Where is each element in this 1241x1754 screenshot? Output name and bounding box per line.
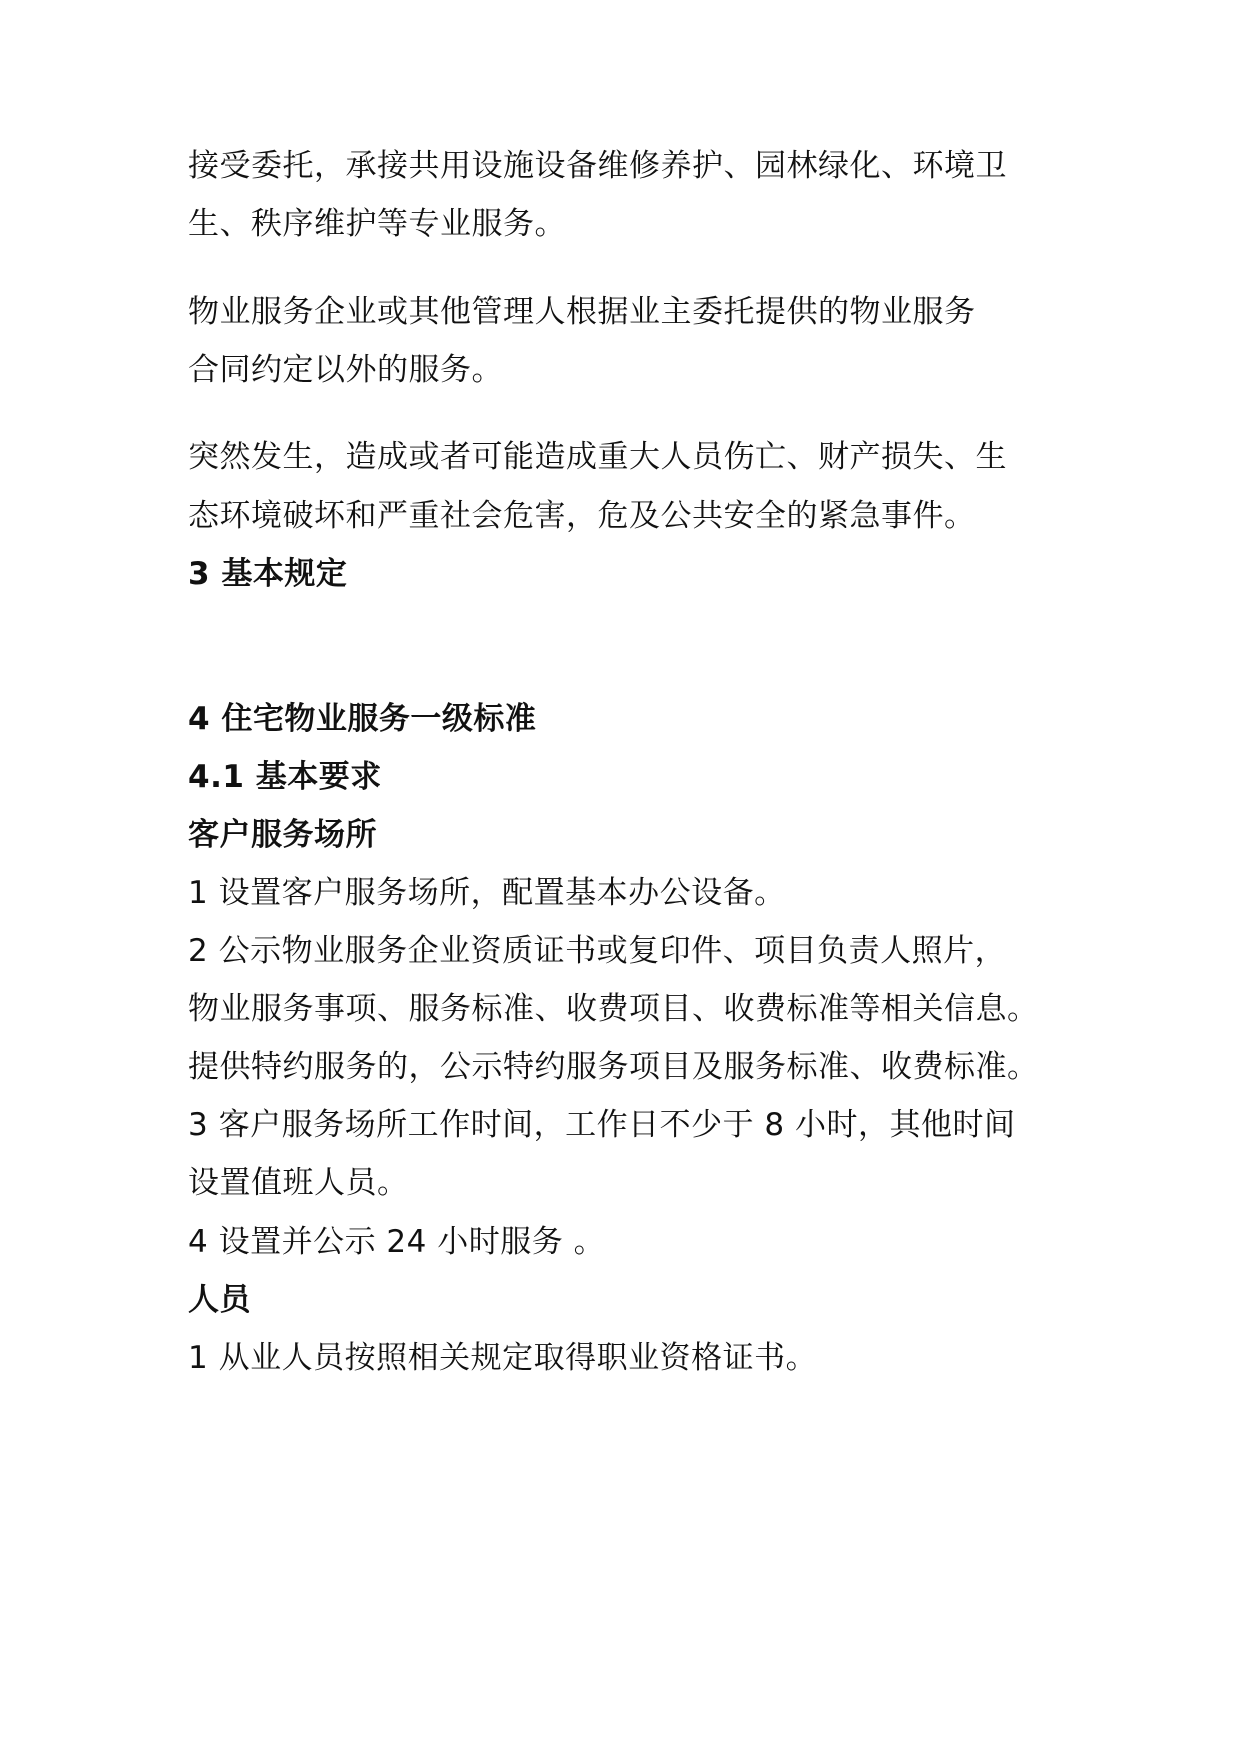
personnel-item-1: 1 从业人员按照相关规定取得职业资格证书。: [188, 1340, 818, 1376]
paragraph-1-line-2: 生、秩序维护等专业服务。: [188, 206, 566, 242]
customer-service-item-2-line-2: 物业服务事项、服务标准、收费项目、收费标准等相关信息。: [188, 991, 1039, 1027]
heading-personnel: 人员: [188, 1282, 251, 1318]
heading-section-4: 4 住宅物业服务一级标准: [188, 701, 537, 737]
customer-service-item-4: 4 设置并公示 24 小时服务 。: [188, 1224, 606, 1260]
customer-service-item-2-line-3: 提供特约服务的，公示特约服务项目及服务标准、收费标准。: [188, 1049, 1039, 1085]
paragraph-2-line-1: 物业服务企业或其他管理人根据业主委托提供的物业服务: [188, 294, 976, 330]
heading-customer-service: 客户服务场所: [188, 817, 377, 853]
customer-service-item-3-line-2: 设置值班人员。: [188, 1165, 409, 1201]
customer-service-item-3-line-1: 3 客户服务场所工作时间，工作日不少于 8 小时，其他时间: [188, 1107, 1016, 1143]
heading-section-3: 3 基本规定: [188, 556, 348, 592]
paragraph-2-line-2: 合同约定以外的服务。: [188, 352, 503, 388]
paragraph-3-line-1: 突然发生，造成或者可能造成重大人员伤亡、财产损失、生: [188, 439, 1007, 475]
paragraph-3-line-2: 态环境破坏和严重社会危害，危及公共安全的紧急事件。: [188, 498, 976, 534]
customer-service-item-2-line-1: 2 公示物业服务企业资质证书或复印件、项目负责人照片，: [188, 933, 1007, 969]
heading-section-4-1: 4.1 基本要求: [188, 759, 382, 795]
paragraph-1-line-1: 接受委托，承接共用设施设备维修养护、园林绿化、环境卫: [188, 148, 1007, 184]
customer-service-item-1: 1 设置客户服务场所，配置基本办公设备。: [188, 875, 786, 911]
